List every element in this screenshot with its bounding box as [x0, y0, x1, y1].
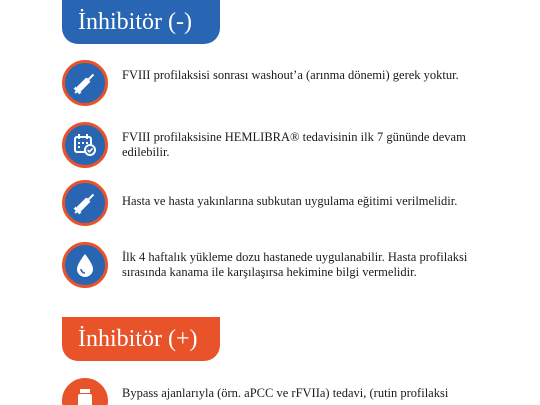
list-item [62, 122, 482, 172]
list-item-text: FVIII profilaksisine HEMLIBRA® tedavisinin ilk 7 gününde devam edilebilir. [122, 130, 466, 159]
vial-icon [62, 378, 108, 405]
list-item-text: Hasta ve hasta yakınlarına subkutan uygulama eğitimi verilmelidir. [122, 194, 458, 208]
list-item [62, 242, 482, 292]
list-item-text: İlk 4 haftalık yükleme dozu hastanede uygulanabilir. Hasta profilaksi sırasında kanama ile karşılaşırsa hekimine bilgi vermelidir. [122, 250, 468, 279]
calendar-check-icon [62, 122, 108, 168]
list-item [62, 180, 482, 230]
inhibitor-positive-banner: İnhibitör (+) [62, 317, 220, 361]
blood-drop-icon [62, 242, 108, 288]
syringe-icon [62, 180, 108, 226]
list-item-text: FVIII profilaksisi sonrası washout’a (arınma dönemi) gerek yoktur. [122, 68, 459, 82]
list-item-text: Bypass ajanlarıyla (örn. aPCC ve rFVIIa) tedavi, (rutin profilaksi [122, 386, 449, 400]
list-item [62, 378, 482, 405]
syringe-icon [62, 60, 108, 106]
inhibitor-negative-banner: İnhibitör (-) [62, 0, 220, 44]
list-item [62, 60, 482, 110]
